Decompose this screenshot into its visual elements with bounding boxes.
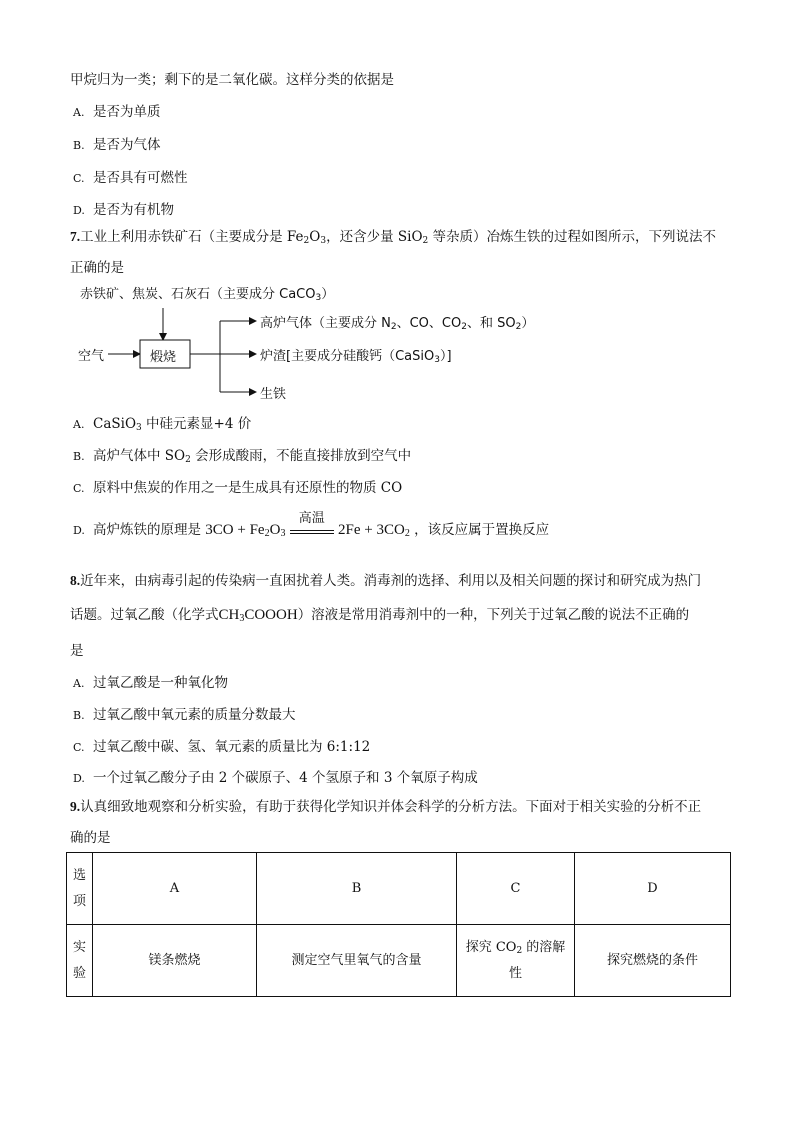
pig-iron-label: 生铁 <box>260 387 287 402</box>
option-label: D. <box>73 772 85 785</box>
peracetic-acid-formula: $CH_3COOOH$ <box>218 607 298 624</box>
smelting-equation: $3CO + Fe_2O_3$ <box>205 522 286 539</box>
q6-option-d[interactable] <box>73 198 174 218</box>
row-header-options: 选 项 <box>67 853 93 925</box>
option-label: A. <box>73 106 85 119</box>
option-label: C. <box>73 482 85 495</box>
option-label: D. <box>73 524 85 537</box>
option-text: 是否为气体 <box>93 137 161 153</box>
q8-stem-line1: 8.近年来，由病毒引起的传染病一直困扰着人类。消毒剂的选择、利用以及相关问题的探讨和研究成为热门 <box>70 573 702 589</box>
column-a-header: A <box>93 853 257 925</box>
q7-stem-line1: 7.工业上利用赤铁矿石（主要成分是 $Fe_2O_3$，还含少量 SiO$_2$ 等杂质）冶炼生铁的过程如图所示，下列说法不 <box>70 229 717 246</box>
raw-materials-label: 赤铁矿、焦炭、石灰石（主要成分 CaCO$_3$） <box>80 287 335 303</box>
q6-option-a[interactable] <box>73 100 161 120</box>
experiment-c-cell: 探究 $CO_2$ 的溶解 性 <box>457 925 575 997</box>
option-label: D. <box>73 204 85 217</box>
column-d-header: D <box>575 853 731 925</box>
option-label: C. <box>73 172 85 185</box>
smelting-equation-products: $2Fe + 3CO_2$ <box>338 522 410 539</box>
option-label: A. <box>73 677 85 690</box>
equals-sign <box>290 530 334 534</box>
q7-option-d[interactable]: D. 高炉炼铁的原理是 $3CO + Fe_2O_3$ 高温 $2Fe + 3CO_2$ ，该反应属于置换反应 <box>73 511 550 539</box>
column-b-header: B <box>257 853 457 925</box>
q8-option-b[interactable]: B. 过氧乙酸中氧元素的质量分数最大 <box>73 707 296 723</box>
row-header-experiment: 实 验 <box>67 925 93 997</box>
q7-option-c[interactable]: C. 原料中焦炭的作用之一是生成具有还原性的物质 CO <box>73 480 403 496</box>
q8-number: 8. <box>70 573 81 588</box>
smelting-flow-diagram <box>70 280 590 405</box>
q8-option-a[interactable]: A. 过氧乙酸是一种氧化物 <box>73 675 228 691</box>
q8-option-d[interactable]: D. 一个过氧乙酸分子由 2 个碳原子、4 个氢原子和 3 个氧原子构成 <box>73 770 478 786</box>
option-text: 是否为单质 <box>93 104 161 120</box>
experiment-a-cell: 镁条燃烧 <box>93 925 257 997</box>
q9-stem-line1: 9.认真细致地观察和分析实验，有助于获得化学知识并体会科学的分析方法。下面对于相关实验的分析不正 <box>70 799 702 815</box>
option-label: A. <box>73 418 85 431</box>
q7-number: 7. <box>70 229 81 244</box>
q8-option-c[interactable]: C. 过氧乙酸中碳、氢、氧元素的质量比为 6:1:12 <box>73 739 371 755</box>
q9-number: 9. <box>70 799 81 814</box>
slag-label: 炉渣[主要成分硅酸钙（CaSiO$_3$）] <box>260 349 452 365</box>
experiment-d-cell: 探究燃烧的条件 <box>575 925 731 997</box>
q8-stem-line2: 话题。过氧乙酸（化学式$CH_3COOOH$）溶液是常用消毒剂中的一种，下列关于过氧乙酸的说法不正确的 <box>70 607 690 624</box>
q7-stem-line2: 正确的是 <box>70 260 124 276</box>
air-label: 空气 <box>78 349 105 364</box>
experiment-options-table <box>66 852 731 997</box>
option-text: 是否为有机物 <box>93 202 174 218</box>
experiment-b-cell: 测定空气里氧气的含量 <box>257 925 457 997</box>
option-label: B. <box>73 139 85 152</box>
q6-option-c[interactable] <box>73 166 188 186</box>
option-label: C. <box>73 741 85 754</box>
q9-stem-line2: 确的是 <box>70 830 111 846</box>
column-c-header: C <box>457 853 575 925</box>
q7-option-a[interactable]: A. CaSiO$_3$ 中硅元素显+4 价 <box>73 416 252 433</box>
q7-option-b[interactable]: B. 高炉气体中 $SO_2$ 会形成酸雨，不能直接排放到空气中 <box>73 448 412 465</box>
table-row-options <box>67 853 731 925</box>
option-label: B. <box>73 709 85 722</box>
q6-option-b[interactable] <box>73 133 161 153</box>
table-row-experiments <box>67 925 731 997</box>
q6-stem-tail: 甲烷归为一类；剩下的是二氧化碳。这样分类的依据是 <box>70 72 394 88</box>
option-label: B. <box>73 450 85 463</box>
reaction-condition: 高温 <box>290 527 334 534</box>
furnace-gas-label: 高炉气体（主要成分 $N_2$、CO、$CO_2$、和 $SO_2$） <box>260 316 535 332</box>
option-text: 是否具有可燃性 <box>93 170 188 186</box>
q8-stem-line3: 是 <box>70 643 84 659</box>
process-label: 煅烧 <box>150 350 177 365</box>
